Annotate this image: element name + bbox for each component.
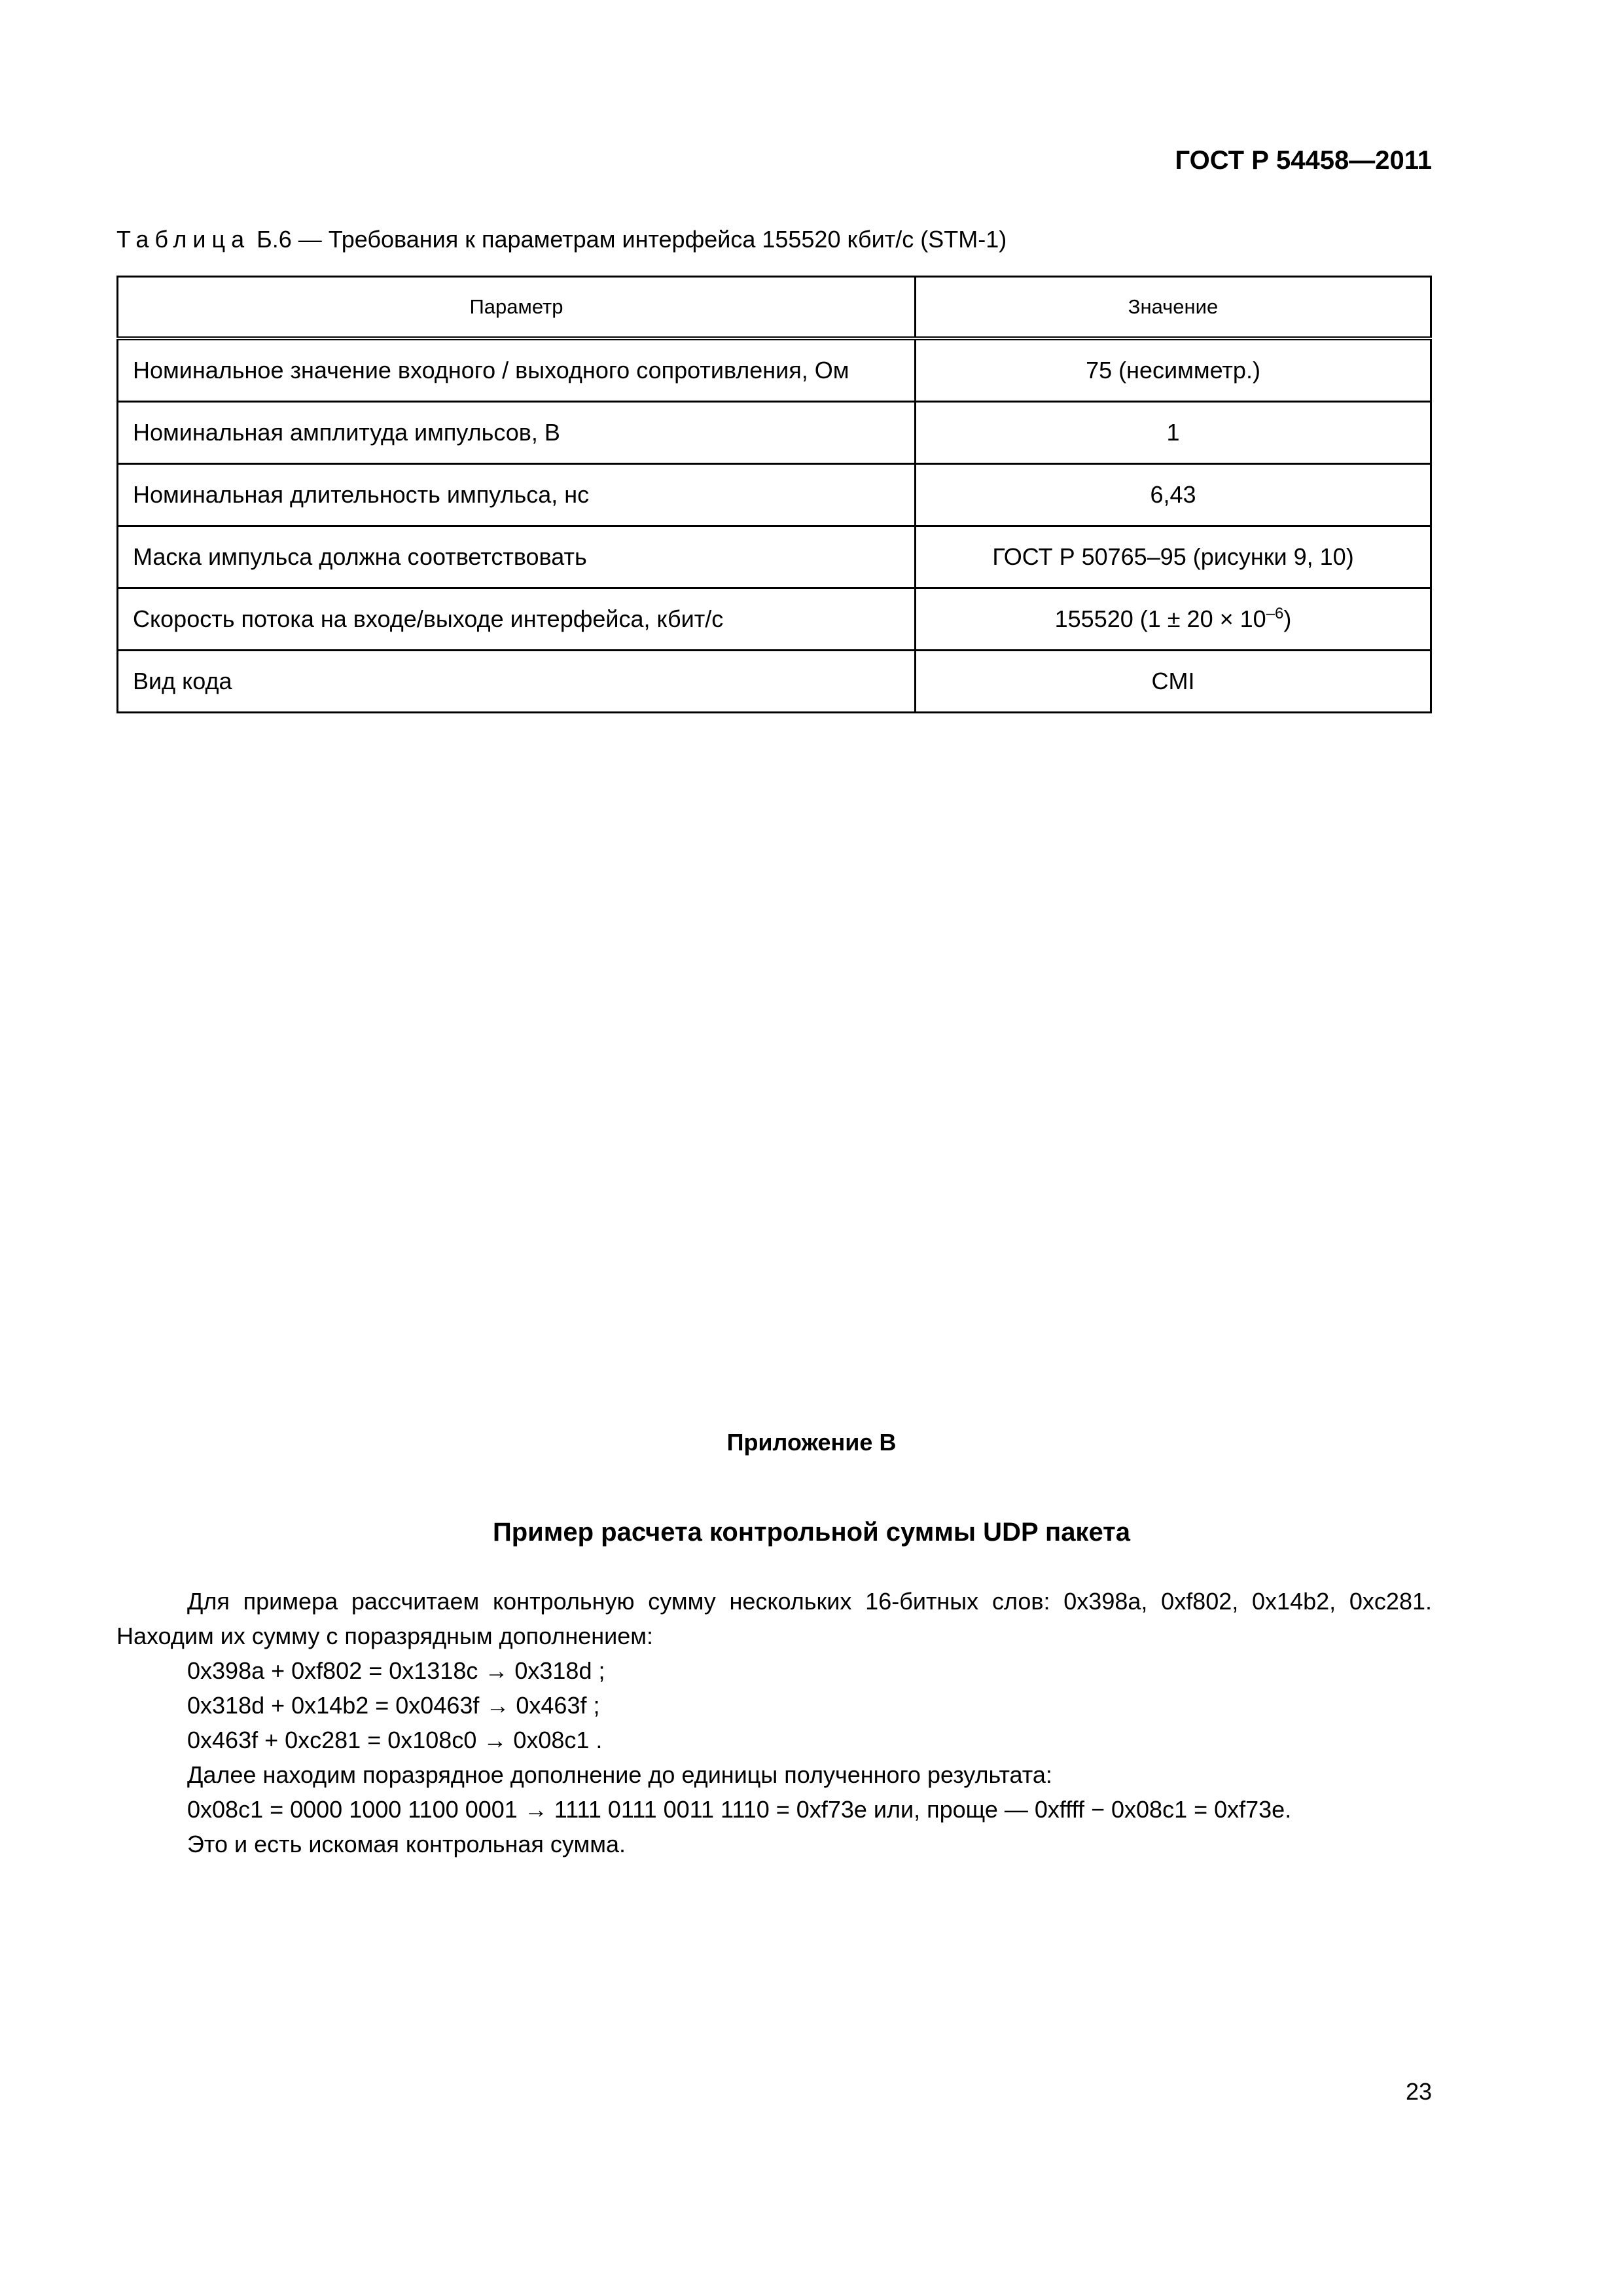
calc-line: 0x398a + 0xf802 = 0x1318c → 0x318d ; — [187, 1657, 605, 1684]
row-value: CMI — [916, 651, 1431, 713]
calc-line: Это и есть искомая контрольная сумма. — [187, 1831, 626, 1857]
value-exponent: –6 — [1266, 605, 1284, 622]
table-row — [118, 402, 1431, 464]
row-value: 6,43 — [916, 464, 1431, 526]
table-row — [118, 651, 1431, 713]
table-caption-prefix: Таблица — [116, 226, 251, 253]
header-value: Значение — [916, 277, 1431, 339]
table-row — [118, 588, 1431, 651]
row-parameter: Номинальное значение входного / выходного сопротивления, Ом — [118, 338, 916, 402]
table-header-row — [118, 277, 1431, 339]
row-parameter: Номинальная длительность импульса, нс — [118, 464, 916, 526]
row-value — [916, 588, 1431, 651]
annex-title: Пример расчета контрольной суммы UDP пакета — [492, 1518, 1131, 1547]
table-row — [118, 464, 1431, 526]
row-parameter: Номинальная амплитуда импульсов, В — [118, 402, 916, 464]
row-parameter: Вид кода — [118, 651, 916, 713]
page-number: 23 — [1405, 2078, 1432, 2105]
intro-paragraph: Для примера рассчитаем контрольную сумму нескольких 16-битных слов: 0x398a, 0xf802, 0x14b2, 0xc281. Находим их сумму с поразрядным дополнением: — [116, 1588, 1432, 1649]
value-main: 155520 (1 ± 20 × 10 — [1054, 605, 1266, 632]
row-parameter: Скорость потока на входе/выходе интерфейса, кбит/с — [118, 588, 916, 651]
calc-line: 0x463f + 0xc281 = 0x108c0 → 0x08c1 . — [187, 1727, 603, 1753]
row-value: 1 — [916, 402, 1431, 464]
row-value: 75 (несимметр.) — [916, 338, 1431, 402]
table-caption-text: Б.6 — Требования к параметрам интерфейса 155520 кбит/с (STM-1) — [250, 226, 1007, 253]
header-parameter: Параметр — [118, 277, 916, 339]
calc-line: 0x318d + 0x14b2 = 0x0463f → 0x463f ; — [187, 1692, 600, 1719]
value-tail: ) — [1283, 605, 1292, 632]
table-caption — [116, 226, 1007, 253]
table-row — [118, 338, 1431, 402]
document-code: ГОСТ Р 54458—2011 — [1175, 146, 1432, 175]
row-parameter: Маска импульса должна соответствовать — [118, 526, 916, 588]
row-value: ГОСТ Р 50765–95 (рисунки 9, 10) — [916, 526, 1431, 588]
annex-body — [116, 1584, 1432, 1861]
annex-label: Приложение В — [726, 1429, 897, 1456]
table-row — [118, 526, 1431, 588]
calc-line: Далее находим поразрядное дополнение до единицы полученного результата: — [187, 1761, 1052, 1788]
calc-line: 0x08c1 = 0000 1000 1100 0001 → 1111 0111 0011 1110 = 0xf73e или, проще — 0xffff − 0x08c1 = 0xf73e. — [187, 1796, 1292, 1823]
parameters-table — [116, 276, 1432, 713]
